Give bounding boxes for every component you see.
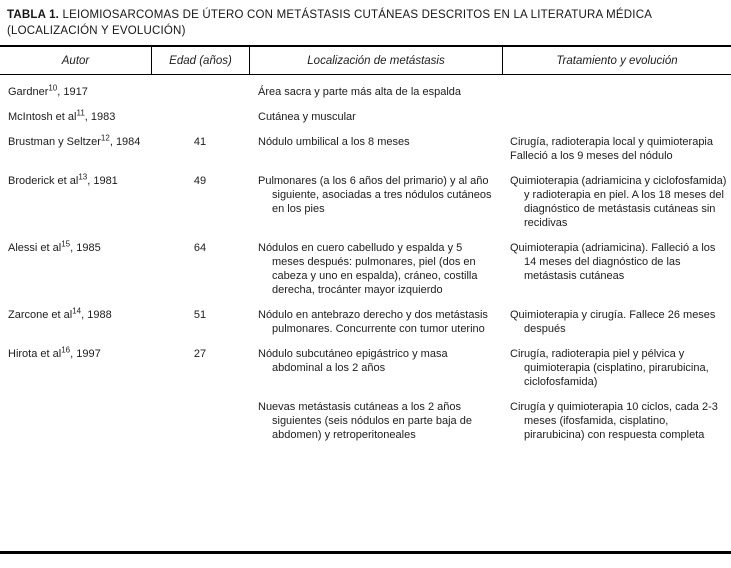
age-cell: [151, 347, 249, 389]
table-title-label: TABLA 1.: [7, 9, 60, 21]
treatment-text: Quimioterapia y cirugía. Fallece 26 meses después: [510, 309, 716, 335]
table-row: [0, 85, 731, 99]
age-value: 49: [193, 175, 207, 187]
reference-superscript: 11: [76, 108, 85, 118]
age-value: 51: [193, 309, 207, 321]
age-cell: [151, 174, 249, 230]
author-text: McIntosh et $al^{11}$, 1983: [8, 108, 116, 123]
age-value: 27: [193, 348, 207, 360]
metastasis-cell: [249, 347, 502, 389]
author-cell: [0, 347, 151, 389]
author-text: Gardner$^{10}$, 1917: [8, 83, 88, 98]
age-value: 64: [193, 242, 207, 254]
treatment-cell: [502, 85, 731, 99]
author-cell: [0, 308, 151, 336]
reference-superscript: 13: [78, 172, 88, 182]
author-text: Zarcone et $al^{14}$, 1988: [8, 306, 112, 321]
table-row: [0, 241, 731, 297]
metastasis-cell: [249, 400, 502, 442]
metastasis-text: Nódulo subcutáneo epigástrico y masa abdominal a los 2 años: [258, 348, 448, 374]
age-cell: [151, 85, 249, 99]
author-cell: [0, 135, 151, 163]
table-row: [0, 135, 731, 163]
metastasis-cell: [249, 241, 502, 297]
author-text: Alessi et $al^{15}$, 1985: [8, 239, 101, 254]
treatment-cell: [502, 241, 731, 297]
table-row: [0, 400, 731, 442]
author-cell: [0, 400, 151, 442]
age-cell: [151, 110, 249, 124]
metastasis-cell: [249, 308, 502, 336]
age-cell: [151, 241, 249, 297]
treatment-cell: [502, 400, 731, 442]
table-body: [0, 75, 731, 554]
metastasis-text: Nódulo umbilical a los 8 meses: [258, 136, 410, 148]
table-title-text: LEIOMIOSARCOMAS DE ÚTERO CON METÁSTASIS CUTÁNEAS DESCRITOS EN LA LITERATURA MÉDICA (LOCALIZACIÓN Y EVOLUCIÓN): [7, 9, 652, 37]
table-row: [0, 110, 731, 124]
treatment-text: Cirugía y quimioterapia 10 ciclos, cada 2-3 meses (ifosfamida, cisplatino, pirarubicina) con respuesta completa: [510, 401, 718, 441]
treatment-cell: [502, 110, 731, 124]
table-header-row: [0, 45, 731, 75]
reference-superscript: 12: [100, 133, 110, 143]
column-header-autor: Autor: [61, 55, 90, 67]
table-row: [0, 347, 731, 389]
treatment-cell: [502, 174, 731, 230]
treatment-text: Quimioterapia (adriamicina). Falleció a los 14 meses del diagnóstico de las metástasis cutáneas: [510, 242, 716, 282]
metastasis-cell: [249, 85, 502, 99]
treatment-cell: [502, 308, 731, 336]
treatment-cell: [502, 347, 731, 389]
column-header-localizacion: Localización de metástasis: [249, 47, 502, 74]
table-row: [0, 308, 731, 336]
author-cell: [0, 174, 151, 230]
author-text: Brustman y Seltzer$^{12}$, 1984: [8, 133, 141, 148]
treatment-cell: [502, 135, 731, 163]
reference-superscript: 15: [61, 239, 71, 249]
reference-superscript: 16: [61, 345, 71, 355]
metastasis-text: Área sacra y parte más alta de la espalda: [258, 86, 462, 98]
metastasis-cell: [249, 174, 502, 230]
metastasis-text: Nuevas metástasis cutáneas a los 2 años siguientes (seis nódulos en parte baja de abdomen) y retroperitoneales: [258, 401, 472, 441]
age-cell: [151, 135, 249, 163]
column-header-tratamiento: Tratamiento y evolución: [502, 47, 731, 74]
author-cell: [0, 85, 151, 99]
age-cell: [151, 400, 249, 442]
metastasis-text: Pulmonares (a los 6 años del primario) y al año siguiente, asociadas a tres nódulos cutáneos en los pies: [258, 175, 492, 215]
treatment-text: Cirugía, radioterapia local y quimioterapia: [510, 136, 713, 148]
author-cell: [0, 241, 151, 297]
column-header-edad: Edad (años): [151, 47, 249, 74]
reference-superscript: 10: [48, 83, 58, 93]
table-title: [0, 0, 731, 39]
author-text: Broderick et $al^{13}$, 1981: [8, 172, 118, 187]
age-cell: [151, 308, 249, 336]
metastasis-cell: [249, 110, 502, 124]
treatment-text: Quimioterapia (adriamicina y ciclofosfamida) y radioterapia en piel. A los 18 meses del diagnóstico de metástasis cutáneas sin recidivas: [510, 175, 727, 229]
table-row: [0, 174, 731, 230]
treatment-text: Cirugía, radioterapia piel y pélvica y quimioterapia (cisplatino, pirarubicina, ciclofosfamida): [510, 348, 709, 388]
metastasis-text: Nódulos en cuero cabelludo y espalda y 5 meses después: pulmonares, piel (dos en cabeza y uno en espalda), cráneo, costilla derecha, trocánter mayor izquierdo: [258, 242, 478, 296]
metastasis-text: Nódulo en antebrazo derecho y dos metástasis pulmonares. Concurrente con tumor uterino: [258, 309, 488, 335]
author-cell: [0, 110, 151, 124]
treatment-text: Falleció a los 9 meses del nódulo: [510, 150, 673, 162]
age-value: 41: [193, 136, 207, 148]
reference-superscript: 14: [72, 306, 82, 316]
metastasis-text: Cutánea y muscular: [258, 111, 356, 123]
author-text: Hirota et $al^{16}$, 1997: [8, 345, 101, 360]
metastasis-cell: [249, 135, 502, 163]
